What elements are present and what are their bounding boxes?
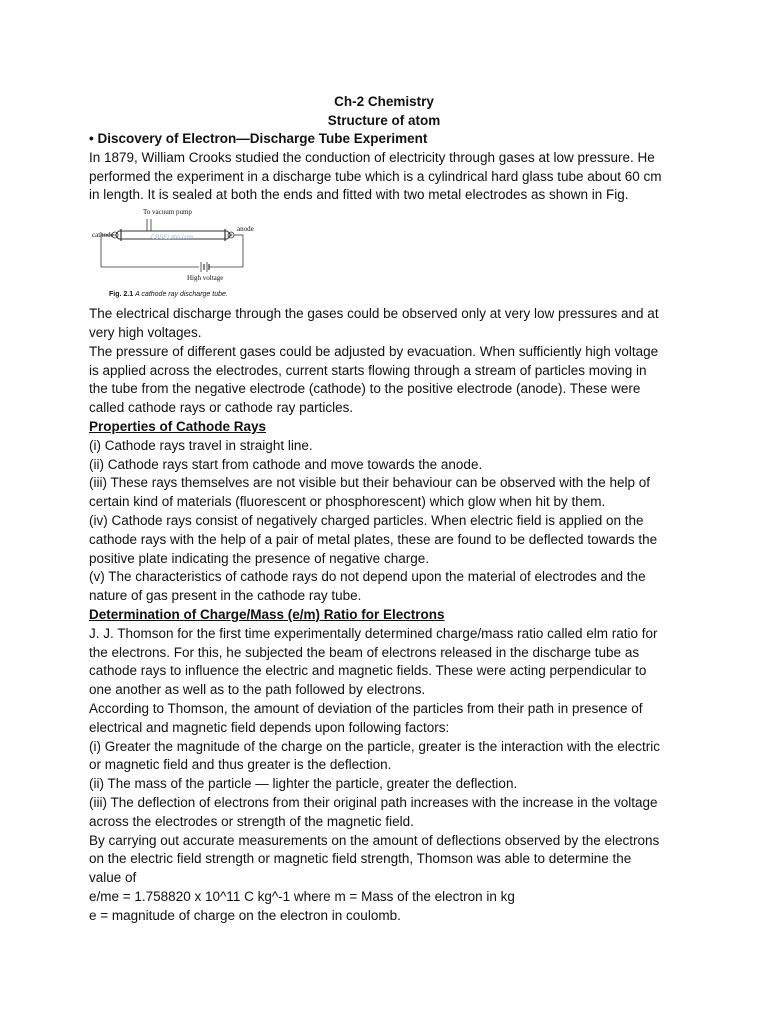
discharge-tube-figure (91, 207, 261, 301)
paragraph-line: (ii) Cathode rays start from cathode and move towards the anode. (89, 456, 483, 472)
figure-caption (109, 291, 228, 298)
formula-line: e = magnitude of charge on the electron in coulomb. (89, 907, 401, 923)
paragraph-line: or magnetic field and thus greater is the deflection. (89, 757, 392, 773)
discharge-tube-diagram (91, 207, 261, 301)
paragraph-line: on the electric field strength or magnetic field strength, Thomson was able to determine the (89, 851, 632, 867)
section-heading-discovery: • Discovery of Electron—Discharge Tube Experiment (89, 131, 428, 146)
paragraph-line: the electrons. For this, he subjected the beam of electrons released in the discharge tube as (89, 644, 640, 660)
paragraph-line: is applied across the electrodes, current starts flowing through a stream of particles moving in (89, 362, 647, 378)
paragraph-line: performed the experiment in a discharge tube which is a cylindrical hard glass tube about 60 cm (89, 168, 662, 184)
page-subtitle: Structure of atom (327, 113, 441, 128)
paragraph-line: cathode rays with the help of a pair of metal plates, these are found to be deflected towards the (89, 531, 658, 547)
paragraph-line: nature of gas present in the cathode ray tube. (89, 588, 362, 604)
paragraph-line: The electrical discharge through the gases could be observed only at very low pressures and at (89, 306, 659, 322)
paragraph-line: electrical and magnetic field depends upon following factors: (89, 719, 450, 735)
paragraph-line: The pressure of different gases could be adjusted by evacuation. When sufficiently high voltage (89, 343, 659, 359)
paragraph-line: (iv) Cathode rays consist of negatively charged particles. When electric field is applied on the (89, 512, 644, 528)
figure-caption-number: Fig. 2.1 (109, 291, 134, 299)
cathode-label: cathode (92, 231, 114, 240)
paragraph-line: (ii) The mass of the particle — lighter the particle, greater the deflection. (89, 776, 518, 792)
high-voltage-label: High voltage (187, 274, 224, 283)
figure-caption-text: A cathode ray discharge tube. (135, 291, 228, 299)
paragraph-line: J. J. Thomson for the first time experimentally determined charge/mass ratio called elm ratio for (89, 625, 658, 641)
paragraph-line: (i) Cathode rays travel in straight line. (89, 437, 313, 453)
paragraph-line: in length. It is sealed at both the ends and fitted with two metal electrodes as shown in Fig. (89, 187, 629, 203)
section-heading-em-ratio: Determination of Charge/Mass (e/m) Ratio for Electrons (89, 606, 445, 622)
page-title: Ch-2 Chemistry (334, 94, 434, 109)
anode-label: anode (237, 225, 254, 234)
vacuum-pump-label: To vacuum pump (143, 208, 192, 217)
section-heading-properties: Properties of Cathode Rays (89, 418, 267, 434)
formula-line: e/me = 1.758820 x 10^11 C kg^-1 where m = Mass of the electron in kg (89, 888, 515, 904)
paragraph-line: cathode rays to influence the electric and magnetic fields. These were acting perpendicular to (89, 663, 647, 679)
paragraph-line: one another as well as to the path followed by electrons. (89, 682, 426, 698)
paragraph-line: value of (89, 870, 137, 886)
paragraph-line: (v) The characteristics of cathode rays do not depend upon the material of electrodes and the (89, 569, 646, 585)
paragraph-line: (iii) These rays themselves are not visible but their behaviour can be observed with the help of (89, 475, 651, 491)
paragraph-line: the tube from the negative electrode (cathode) to the positive electrode (anode). These were (89, 381, 641, 397)
document-page (89, 92, 679, 925)
paragraph-line: positive plate indicating the presence of negative charge. (89, 550, 429, 566)
paragraph-line: called cathode rays or cathode ray particles. (89, 400, 354, 416)
paragraph-line: certain kind of materials (fluorescent or phosphorescent) which glow when hit by them. (89, 494, 606, 510)
paragraph-line: across the electrodes or strength of the magnetic field. (89, 813, 414, 829)
paragraph-line: By carrying out accurate measurements on the amount of deflections observed by the electrons (89, 832, 660, 848)
paragraph-line: In 1879, William Crooks studied the conduction of electricity through gases at low pressure. He (89, 149, 655, 165)
paragraph-line: (iii) The deflection of electrons from their original path increases with the increase in the voltage (89, 794, 658, 810)
paragraph-line: very high voltages. (89, 324, 202, 340)
watermark: CBSELabs.com (151, 235, 194, 242)
paragraph-line: According to Thomson, the amount of deviation of the particles from their path in presence of (89, 700, 643, 716)
paragraph-line: (i) Greater the magnitude of the charge on the particle, greater is the interaction with the electric (89, 738, 661, 754)
